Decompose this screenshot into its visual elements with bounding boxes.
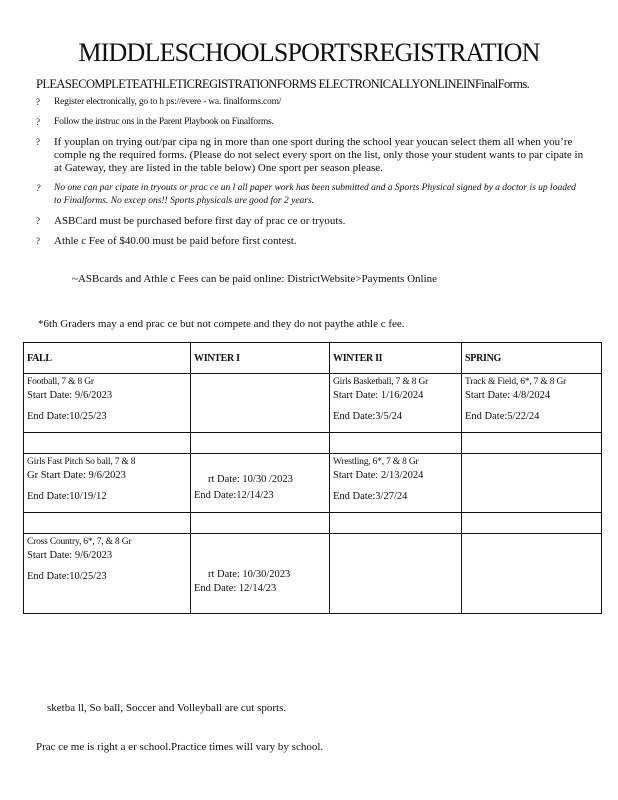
spacer-cell [191, 513, 330, 534]
spacer-cell [191, 433, 330, 454]
winter2-cell [330, 534, 462, 614]
winter1-cell [191, 374, 330, 433]
table-row [24, 534, 602, 614]
page-subtitle: PLEASECOMPLETEATHLETICREGISTRATIONFORMS ELECTRONICALLYONLINEINFinalForms. [36, 77, 530, 91]
start-date: Start Date: 9/6/2023 [27, 550, 113, 561]
spring-cell [462, 454, 602, 513]
bullet-icon: ? [36, 137, 40, 147]
payment-note: ~ASBcards and Athle c Fees can be paid online: DistrictWebsite>Payments Online [72, 273, 438, 285]
winter2-cell [330, 454, 462, 513]
spacer-row [24, 513, 602, 534]
winter1-cell [191, 534, 330, 614]
instruction-playbook: Follow the instruc ons in the Parent Playbook on Finalforms. [54, 117, 274, 127]
start-date: Start Date: 2/13/2024 [333, 470, 424, 481]
list-item [36, 96, 584, 109]
spring-cell [462, 534, 602, 614]
end-date: End Date:3/27/24 [333, 491, 408, 502]
page-title: MIDDLESCHOOLSPORTSREGISTRATION [78, 38, 540, 67]
instruction-multiple-sports: If youplan on trying out/par cipa ng in more than one sport during the school year youcan select them all when you’re comple ng the required forms. (Please do not select every sport on the list, only those your student wants to par cipate in at Gateway, they are listed in the table below) One sport per season please. [54, 136, 584, 174]
spacer-row [24, 433, 602, 454]
table-row [24, 374, 602, 433]
spacer-cell [24, 433, 191, 454]
sport-name: Wrestling, 6*, 7 & 8 Gr [333, 457, 419, 467]
start-date: rt Date: 10/30/2023 [208, 569, 291, 580]
table-row [24, 454, 602, 513]
end-date: End Date:10/19/12 [27, 491, 107, 502]
spacer-cell [330, 433, 462, 454]
spacer-cell [24, 513, 191, 534]
list-item [36, 136, 584, 175]
start-date: Start Date: 1/16/2024 [333, 390, 424, 401]
practice-time-note: Prac ce me is right a er school.Practice times will vary by school. [36, 741, 324, 753]
instruction-asb-card: ASBCard must be purchased before first day of prac ce or tryouts. [54, 215, 346, 227]
bullet-icon: ? [36, 183, 41, 193]
instruction-physical: No one can par cipate in tryouts or prac ce un l all paper work has been submitted and a Sports Physical signed by a doctor is up loaded to Finalforms. No excep ons!! Sports physicals are good for 2 years. [54, 183, 576, 206]
sport-name: Cross Country, 6*, 7, & 8 Gr [27, 537, 132, 547]
winter1-cell [191, 454, 330, 513]
sixth-grader-note: *6th Graders may a end prac ce but not compete and they do not paythe athle c fee. [38, 318, 405, 330]
fall-cell [24, 454, 191, 513]
spring-cell [462, 374, 602, 433]
bullet-icon: ? [36, 216, 40, 226]
sport-name: Girls Fast Pitch So ball, 7 & 8 [27, 457, 136, 467]
sport-name: Track & Field, 6*, 7 & 8 Gr [465, 377, 567, 387]
cut-sports-note: sketba ll, So ball, Soccer and Volleyball are cut sports. [47, 702, 287, 714]
end-date: End Date:5/22/24 [465, 411, 540, 422]
instruction-athletic-fee: Athle c Fee of $40.00 must be paid before first contest. [54, 235, 297, 247]
start-date: Start Date: 4/8/2024 [465, 390, 551, 401]
sport-name: Football, 7 & 8 Gr [27, 377, 94, 387]
end-date: End Date: 12/14/23 [194, 583, 277, 594]
header-winter-2: WINTER II [330, 343, 462, 374]
start-date: rt Date: 10/30 /2023 [208, 474, 293, 485]
start-date: Start Date: 9/6/2023 [27, 390, 113, 401]
spacer-cell [462, 513, 602, 534]
instruction-register: Register electronically, go to h ps://evere - wa. finalforms.com/ [54, 97, 282, 107]
end-date: End Date:3/5/24 [333, 411, 403, 422]
winter2-cell [330, 374, 462, 433]
list-item [36, 215, 584, 228]
bullet-icon: ? [36, 97, 40, 107]
header-fall: FALL [24, 343, 191, 374]
start-date: Gr Start Date: 9/6/2023 [27, 470, 126, 481]
header-spring: SPRING [462, 343, 602, 374]
end-date: End Date:10/25/23 [27, 571, 107, 582]
fall-cell [24, 534, 191, 614]
bullet-icon: ? [36, 236, 40, 246]
list-item [36, 182, 584, 208]
list-item [36, 116, 584, 129]
list-item [36, 235, 584, 248]
spacer-cell [462, 433, 602, 454]
table-header-row [24, 343, 602, 374]
fall-cell [24, 374, 191, 433]
bullet-icon: ? [36, 117, 40, 127]
sports-schedule-table [23, 342, 602, 614]
spacer-cell [330, 513, 462, 534]
end-date: End Date:10/25/23 [27, 411, 107, 422]
end-date: End Date:12/14/23 [194, 490, 274, 501]
header-winter-1: WINTER I [191, 343, 330, 374]
sport-name: Girls Basketball, 7 & 8 Gr [333, 377, 429, 387]
instructions-list [36, 96, 584, 255]
